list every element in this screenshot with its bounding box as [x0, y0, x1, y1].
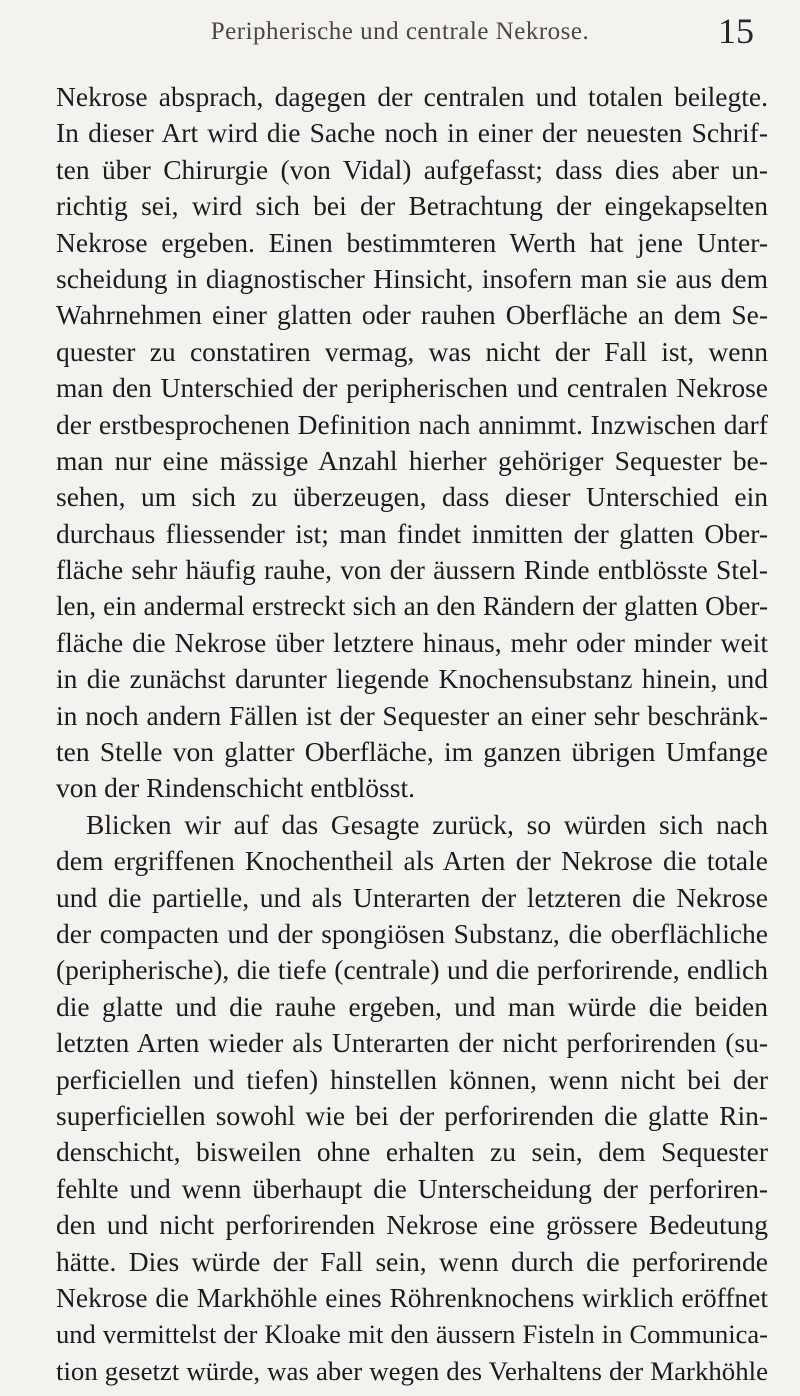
text-line: fläche die Nekrose über letztere hinaus, mehr oder minder weit	[56, 626, 768, 658]
text-line: sehen, um sich zu überzeugen, dass dieser Unterschied ein	[56, 481, 768, 513]
page-number: 15	[718, 11, 754, 51]
text-line: Wahrnehmen einer glatten oder rauhen Oberfläche an dem Se-	[56, 299, 768, 331]
text-line: tion gesetzt würde, was aber wegen des Verhaltens der Markhöhle	[56, 1355, 768, 1386]
text-line: (peripherische), die tiefe (centrale) und die perforirende, endlich	[56, 954, 768, 986]
text-line: in noch andern Fällen ist der Sequester an einer sehr beschränk-	[56, 699, 768, 731]
text-line: len, ein andermal erstreckt sich an den Rändern der glatten Ober-	[56, 591, 768, 622]
text-line: quester zu constatiren vermag, was nicht der Fall ist, wenn	[56, 335, 768, 367]
text-line: richtig sei, wird sich bei der Betrachtung der eingekapselten	[56, 190, 768, 222]
text-line: Nekrose die Markhöhle eines Röhrenknochens wirklich eröffnet	[56, 1281, 768, 1313]
text-line: durchaus fliessender ist; man findet inmitten der glatten Ober-	[56, 517, 768, 549]
text-line: von der Rindenschicht entblösst.	[56, 772, 415, 804]
text-line: in die zunächst darunter liegende Knochensubstanz hinein, und	[56, 663, 768, 695]
paragraph	[56, 807, 768, 1389]
text-line: und vermittelst der Kloake mit den äussern Fisteln in Communica-	[56, 1319, 768, 1350]
text-line: hätte. Dies würde der Fall sein, wenn durch die perforirende	[56, 1245, 768, 1277]
text-line: ten Stelle von glatter Oberfläche, im ganzen übrigen Umfange	[56, 736, 768, 768]
text-line: scheidung in diagnostischer Hinsicht, insofern man sie aus dem	[56, 262, 768, 294]
text-line: ten über Chirurgie (von Vidal) aufgefasst; dass dies aber un-	[56, 153, 768, 185]
text-line: man nur eine mässige Anzahl hierher gehöriger Sequester be-	[56, 444, 768, 476]
text-line: Nekrose absprach, dagegen der centralen und totalen beilegte.	[56, 81, 768, 112]
running-title: Peripherische und centrale Nekrose.	[210, 18, 590, 45]
text-line: letzten Arten wieder als Unterarten der nicht perforirenden (su-	[56, 1027, 768, 1059]
text-line: man den Unterschied der peripherischen und centralen Nekrose	[56, 372, 768, 404]
text-line: dem ergriffenen Knochentheil als Arten der Nekrose die totale	[56, 845, 768, 877]
text-line: der compacten und der spongiösen Substanz, die oberflächliche	[56, 917, 768, 949]
text-line: superficiellen sowohl wie bei der perforirenden die glatte Rin-	[56, 1099, 768, 1131]
text-line: Blicken wir auf das Gesagte zurück, so würden sich nach	[86, 808, 768, 840]
text-line: den und nicht perforirenden Nekrose eine grössere Bedeutung	[56, 1209, 768, 1241]
text-line: fehlte und wenn überhaupt die Unterscheidung der perforiren-	[56, 1172, 768, 1204]
text-line: denschicht, bisweilen ohne erhalten zu sein, dem Sequester	[56, 1136, 768, 1168]
body-text	[56, 79, 768, 1389]
text-line: und die partielle, und als Unterarten der letzteren die Nekrose	[56, 881, 768, 913]
text-line: In dieser Art wird die Sache noch in einer der neuesten Schrif-	[56, 117, 768, 149]
text-line: der erstbesprochenen Definition nach annimmt. Inzwischen darf	[56, 408, 768, 440]
text-line: Nekrose ergeben. Einen bestimmteren Werth hat jene Unter-	[56, 226, 768, 258]
text-line: die glatte und die rauhe ergeben, und man würde die beiden	[56, 990, 768, 1022]
text-line: perficiellen und tiefen) hinstellen können, wenn nicht bei der	[56, 1063, 768, 1095]
text-line: fläche sehr häufig rauhe, von der äussern Rinde entblösste Stel-	[56, 554, 768, 586]
paragraph	[56, 79, 768, 807]
running-head	[0, 11, 800, 58]
